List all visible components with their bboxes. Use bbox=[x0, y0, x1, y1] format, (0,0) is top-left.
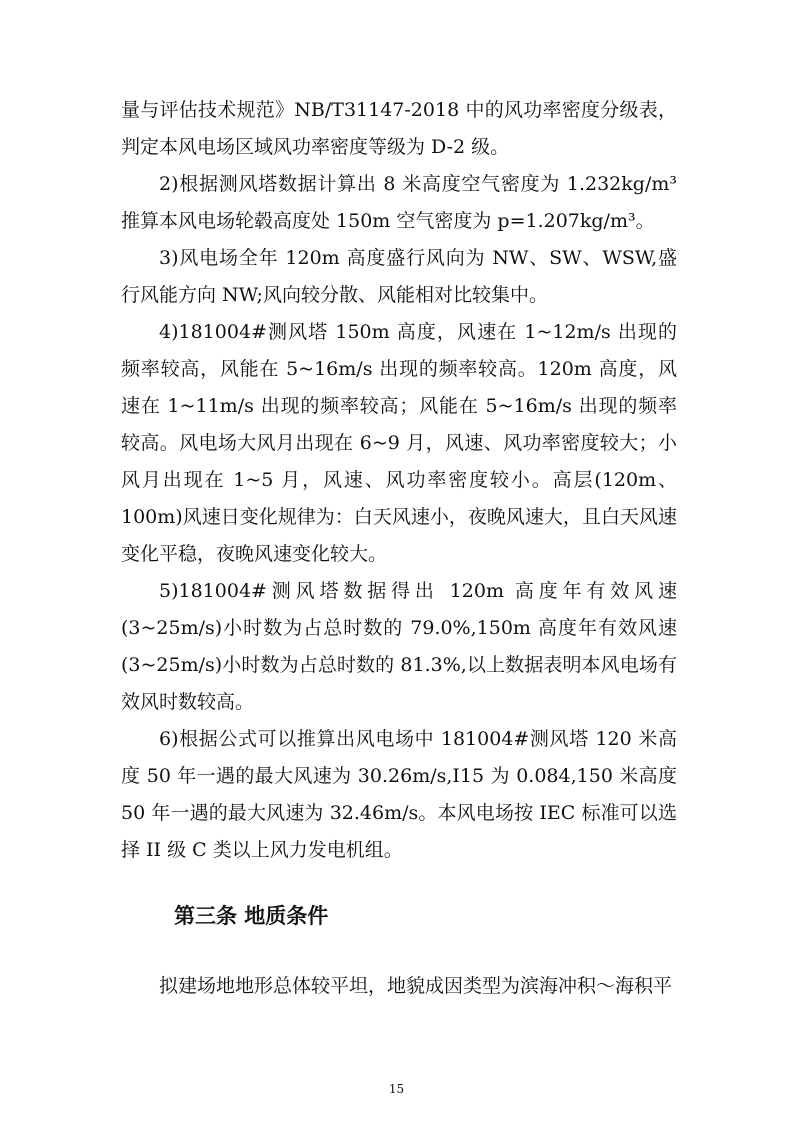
paragraph-max-wind-speed: 6)根据公式可以推算出风电场中 181004#测风塔 120 米高度 50 年一遇的最大风速为 30.26m/s,I15 为 0.084,150 米高度 50 年一遇的最大风速为 32.46m/s。本风电场按 IEC 标准可以选择 II 级 C 类以上风力发电机组。 bbox=[121, 728, 677, 861]
paragraph-wind-speed-frequency: 4)181004#测风塔 150m 高度，风速在 1~12m/s 出现的频率较高，风能在 5~16m/s 出现的频率较高。120m 高度，风速在 1~11m/s 出现的频率较高；风能在 5~16m/s 出现的频率较高。风电场大风月出现在 6~9 月，风速、风功率密度较大；小风月出现在 1~5 月，风速、风功率密度较小。高层(120m、100m)风速日变化规律为：白天风速小，夜晚风速大，且白天风速变化平稳，夜晚风速变化较大。 bbox=[121, 321, 677, 565]
paragraph-wind-direction: 3)风电场全年 120m 高度盛行风向为 NW、SW、WSW,盛行风能方向 NW;风向较分散、风能相对比较集中。 bbox=[121, 247, 677, 306]
paragraph-air-density: 2)根据测风塔数据计算出 8 米高度空气密度为 1.232kg/m³推算本风电场轮毂高度处 150m 空气密度为 p=1.207kg/m³。 bbox=[121, 173, 677, 232]
section-heading: 第三条 地质条件 bbox=[174, 904, 329, 928]
paragraph-continuation: 量与评估技术规范》NB/T31147-2018 中的风功率密度分级表，判定本风电场区域风功率密度等级为 D-2 级。 bbox=[121, 99, 677, 158]
paragraph-effective-wind-hours: 5)181004#测风塔数据得出 120m 高度年有效风速(3~25m/s)小时数为占总时数的 79.0%,150m 高度年有效风速(3~25m/s)小时数为占总时数的 81.3%,以上数据表明本风电场有效风时数较高。 bbox=[121, 580, 677, 713]
page-number: 15 bbox=[388, 1082, 405, 1096]
body-text bbox=[121, 92, 677, 869]
paragraph-geology: 拟建场地地形总体较平坦，地貌成因类型为滨海冲积～海积平 bbox=[159, 975, 673, 997]
